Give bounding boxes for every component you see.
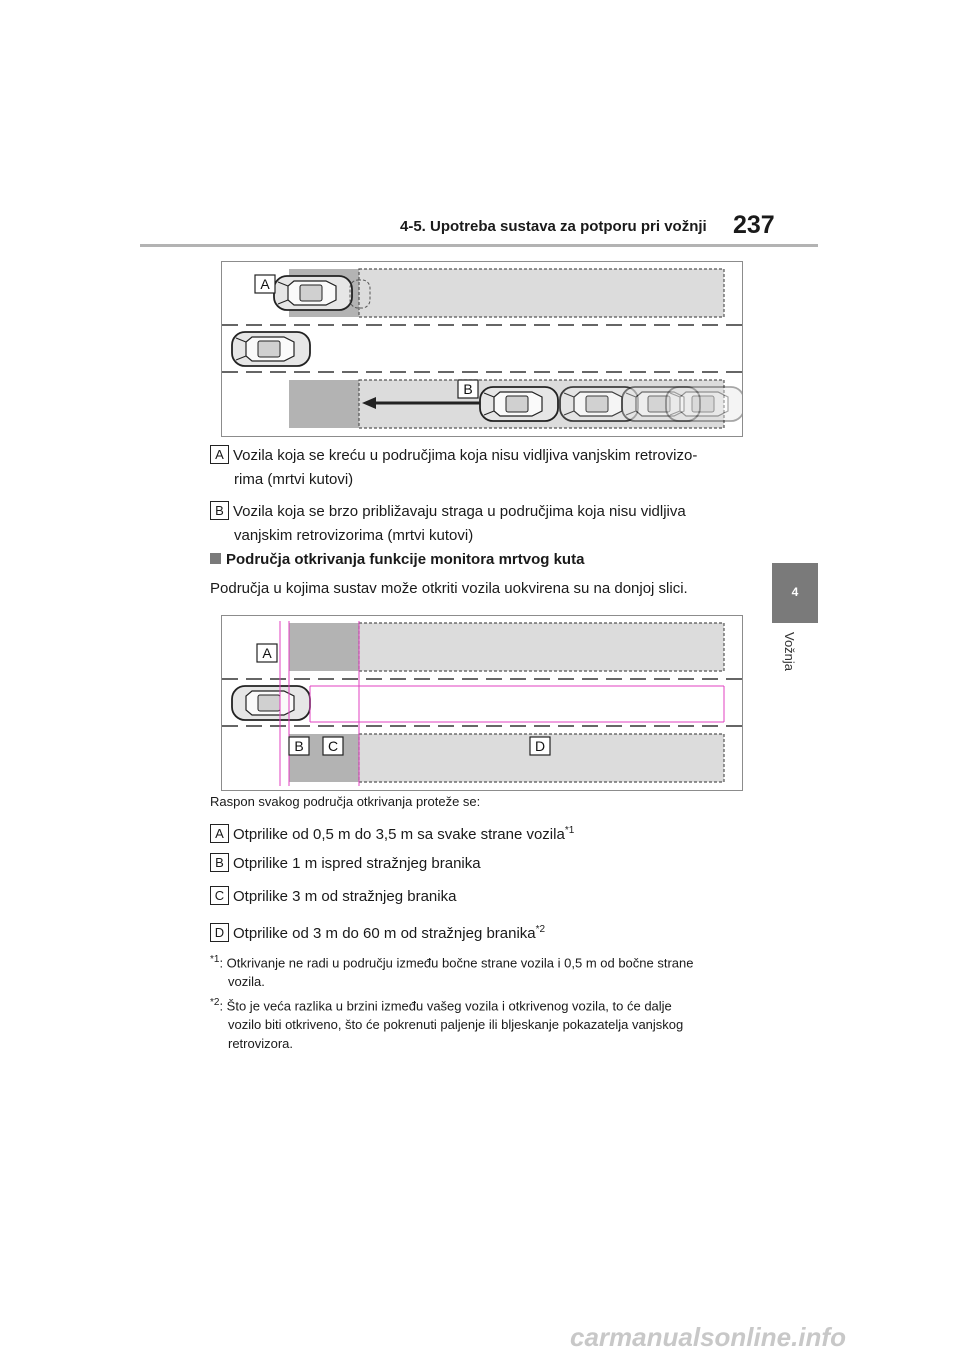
chapter-label: Vožnja bbox=[782, 632, 797, 672]
range-badge-d: D bbox=[210, 923, 229, 942]
legend-a-line1: Vozila koja se kreću u područjima koja nisu vidljiva vanjskim retrovizo- bbox=[233, 447, 698, 464]
footnote-2-line3: retrovizora. bbox=[228, 1036, 294, 1052]
diagram2-label-a: A bbox=[262, 645, 272, 661]
footnote-1-mark: *1 bbox=[210, 954, 220, 965]
range-item-a bbox=[210, 819, 750, 847]
footnote-2-line1: : Što je veća razlika u brzini između vašeg vozila i otkrivenog vozila, to će dalje bbox=[219, 998, 672, 1014]
footnote-1-line1: : Otkrivanje ne radi u području između bočne strane vozila i 0,5 m od bočne strane bbox=[219, 955, 694, 971]
range-b-text: Otprilike 1 m ispred stražnjeg branika bbox=[233, 855, 481, 872]
section-heading bbox=[210, 551, 584, 568]
chapter-tab[interactable] bbox=[772, 563, 818, 623]
range-item-b bbox=[210, 852, 750, 876]
range-badge-b: B bbox=[210, 853, 229, 872]
footnote-2 bbox=[210, 993, 750, 1053]
diagram2-label-b: B bbox=[294, 738, 304, 754]
diagram2-label-d: D bbox=[534, 738, 546, 754]
chapter-number: 4 bbox=[791, 585, 799, 599]
badge-a: A bbox=[210, 445, 229, 464]
footnote-1 bbox=[210, 950, 750, 991]
legend-item-b bbox=[210, 500, 750, 548]
diagram2-label-c: C bbox=[327, 738, 339, 754]
badge-b: B bbox=[210, 501, 229, 520]
legend-a-line2: rima (mrtvi kutovi) bbox=[234, 471, 354, 488]
range-item-c bbox=[210, 885, 750, 909]
heading-square-icon bbox=[210, 553, 221, 564]
range-d-sup: *2 bbox=[535, 924, 546, 935]
legend-b-line2: vanjskim retrovizorima (mrtvi kutovi) bbox=[234, 527, 474, 544]
detection-area-diagram bbox=[221, 615, 743, 791]
watermark: carmanualsonline.info bbox=[570, 1322, 846, 1352]
range-caption: Raspon svakog područja otkrivanja proteže se: bbox=[210, 794, 481, 809]
legend-b-line1: Vozila koja se brzo približavaju straga u područjima koja nisu vidljiva bbox=[233, 503, 686, 520]
section-title: 4-5. Upotreba sustava za potporu pri vožnji bbox=[400, 218, 707, 235]
footnote-2-line2: vozilo biti otkriveno, što će pokrenuti paljenje ili bljeskanje pokazatelja vanjskog bbox=[228, 1017, 684, 1033]
footnote-2-mark: *2 bbox=[210, 997, 220, 1008]
range-a-text: Otprilike od 0,5 m do 3,5 m sa svake strane vozila bbox=[233, 826, 565, 843]
intro-paragraph: Područja u kojima sustav može otkriti vozila uokvirena su na donjoj slici. bbox=[210, 580, 688, 597]
range-d-text: Otprilike od 3 m do 60 m od stražnjeg branika bbox=[233, 925, 536, 942]
page-number: 237 bbox=[733, 211, 775, 239]
diagram1-label-a: A bbox=[260, 276, 270, 292]
range-badge-a: A bbox=[210, 824, 229, 843]
range-c-text: Otprilike 3 m od stražnjeg branika bbox=[233, 888, 457, 905]
range-badge-c: C bbox=[210, 886, 229, 905]
blind-spot-diagram bbox=[221, 261, 743, 437]
diagram1-label-b: B bbox=[463, 381, 473, 397]
header-rule bbox=[140, 244, 818, 247]
range-item-d bbox=[210, 918, 750, 946]
heading-text: Područja otkrivanja funkcije monitora mrtvog kuta bbox=[226, 551, 585, 568]
legend-item-a bbox=[210, 444, 750, 492]
footnote-1-line2: vozila. bbox=[228, 974, 265, 990]
range-a-sup: *1 bbox=[564, 825, 575, 836]
